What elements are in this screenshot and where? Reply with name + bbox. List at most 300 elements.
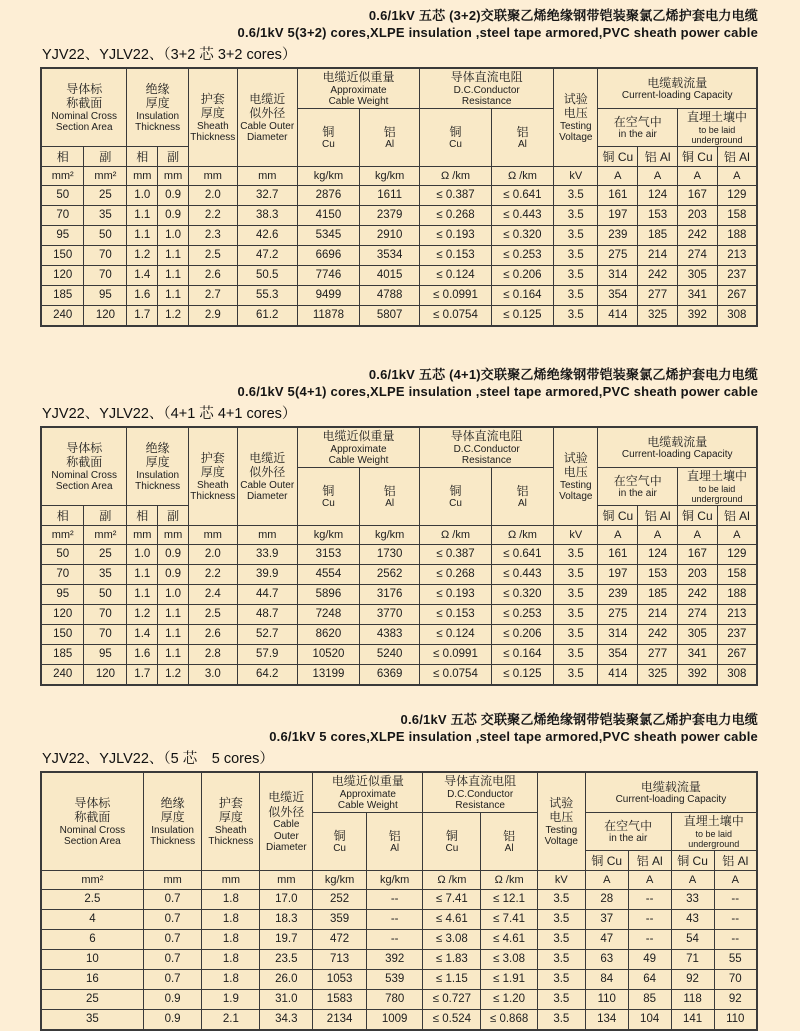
table-cell: 240: [41, 305, 84, 326]
table-cell: 239: [598, 584, 638, 604]
table-cell: 95: [41, 584, 84, 604]
table-cell: ≤ 0.443: [491, 564, 553, 584]
table-cell: 240: [41, 664, 84, 685]
subheader-resistance-al: 铝 Al: [491, 468, 553, 526]
table-cell: 3.0: [188, 664, 237, 685]
table-row: [41, 265, 757, 285]
unit-cell: mm: [260, 870, 313, 889]
table-cell: 314: [598, 265, 638, 285]
table-row: [41, 664, 757, 685]
table-cell: --: [628, 909, 671, 929]
table-cell: 3770: [360, 604, 420, 624]
table-cell: --: [366, 909, 423, 929]
table-cell: ≤ 0.387: [420, 185, 492, 205]
table-cell: 359: [313, 909, 367, 929]
table-cell: 1.1: [127, 564, 158, 584]
table-cell: 161: [598, 544, 638, 564]
subheader-capacity-cu: 铜 Cu: [671, 850, 714, 870]
table-cell: 63: [585, 949, 628, 969]
section-title-en: 0.6/1kV 5(4+1) cores,XLPE insulation ,steel tape armored,PVC sheath power cable: [237, 383, 758, 399]
table-cell: 3153: [297, 544, 359, 564]
table-cell: 7248: [297, 604, 359, 624]
col-header-nominal-section: 导体标称截面 Nominal Cross Section Area: [41, 772, 143, 870]
table-cell: 188: [717, 584, 757, 604]
table-cell: 71: [671, 949, 714, 969]
col-header-diameter: 电缆近似外径 Cable Outer Diameter: [260, 772, 313, 870]
section-title-zh: 0.6/1kV 五芯 交联聚乙烯绝缘钢带铠装聚氯乙烯护套电力电缆: [400, 711, 758, 727]
unit-cell: Ω /km: [481, 870, 538, 889]
table-cell: 267: [717, 285, 757, 305]
table-cell: 392: [366, 949, 423, 969]
table-cell: 539: [366, 969, 423, 989]
table-cell: 3.5: [554, 624, 598, 644]
table-cell: 10: [41, 949, 143, 969]
unit-cell: mm²: [41, 166, 84, 185]
table-cell: 354: [598, 644, 638, 664]
table-cell: 48.7: [237, 604, 297, 624]
table-cell: 3.5: [554, 285, 598, 305]
spec-table-4plus1: [40, 426, 758, 686]
subheader-capacity-al: 铝 Al: [638, 146, 678, 166]
table-cell: --: [628, 889, 671, 909]
unit-cell: mm²: [41, 525, 84, 544]
table-cell: 0.7: [143, 969, 202, 989]
table-cell: ≤ 0.253: [491, 604, 553, 624]
model-line: YJV22、YJLV22、（3+2 芯 3+2 cores）: [42, 46, 297, 63]
table-cell: 2.0: [188, 185, 237, 205]
table-cell: 275: [598, 604, 638, 624]
table-cell: 167: [677, 185, 717, 205]
unit-cell: Ω /km: [491, 525, 553, 544]
subheader-weight-al: 铝 Al: [360, 468, 420, 526]
table-cell: ≤ 0.193: [420, 584, 492, 604]
subheader-underground: 直埋土壤中 to be laid underground: [671, 813, 757, 851]
table-cell: 85: [628, 989, 671, 1009]
table-cell: 0.9: [143, 989, 202, 1009]
table-row: [41, 584, 757, 604]
table-cell: 124: [638, 544, 678, 564]
table-cell: 120: [41, 604, 84, 624]
table-cell: 64: [628, 969, 671, 989]
table-cell: 3.5: [537, 949, 585, 969]
table-cell: 42.6: [237, 225, 297, 245]
table-cell: 197: [598, 564, 638, 584]
table-cell: 3.5: [554, 265, 598, 285]
table-cell: 134: [585, 1009, 628, 1030]
table-cell: 2562: [360, 564, 420, 584]
table-cell: 150: [41, 245, 84, 265]
table-cell: 3.5: [537, 969, 585, 989]
model-line: YJV22、YJLV22、（5 芯 5 cores）: [42, 750, 274, 767]
table-cell: --: [714, 929, 757, 949]
table-cell: 1.8: [202, 949, 260, 969]
table-cell: 239: [598, 225, 638, 245]
table-cell: 35: [41, 1009, 143, 1030]
table-cell: ≤ 0.868: [481, 1009, 538, 1030]
table-cell: 2.0: [188, 544, 237, 564]
table-cell: ≤ 0.443: [491, 205, 553, 225]
table-cell: ≤ 0.153: [420, 604, 492, 624]
subheader-in-air: 在空气中 in the air: [585, 813, 671, 851]
col-header-voltage: 试验电压 Testing Voltage: [554, 68, 598, 166]
table-cell: 2.6: [188, 624, 237, 644]
table-cell: 4554: [297, 564, 359, 584]
table-cell: 1.1: [158, 285, 189, 305]
table-cell: 55: [714, 949, 757, 969]
table-cell: 4: [41, 909, 143, 929]
unit-cell: A: [598, 525, 638, 544]
table-cell: 1.4: [127, 265, 158, 285]
table-row: [41, 644, 757, 664]
table-cell: ≤ 1.83: [423, 949, 481, 969]
table-cell: 2910: [360, 225, 420, 245]
table-cell: 1.2: [158, 305, 189, 326]
table-cell: 0.7: [143, 889, 202, 909]
table-cell: 95: [41, 225, 84, 245]
table-cell: 120: [84, 664, 127, 685]
table-cell: 95: [84, 644, 127, 664]
table-cell: 392: [677, 305, 717, 326]
table-cell: 185: [638, 584, 678, 604]
table-cell: --: [628, 929, 671, 949]
table-cell: 120: [84, 305, 127, 326]
unit-cell: mm: [158, 166, 189, 185]
unit-cell: A: [717, 525, 757, 544]
table-cell: 1.1: [158, 265, 189, 285]
table-row: [41, 245, 757, 265]
table-cell: 39.9: [237, 564, 297, 584]
table-cell: 9499: [297, 285, 359, 305]
table-cell: 3.5: [537, 889, 585, 909]
table-cell: 57.9: [237, 644, 297, 664]
table-cell: 354: [598, 285, 638, 305]
table-cell: 2.5: [188, 245, 237, 265]
subheader-in-air: 在空气中 in the air: [598, 468, 677, 506]
table-cell: 110: [714, 1009, 757, 1030]
table-cell: 25: [84, 185, 127, 205]
unit-cell: A: [638, 525, 678, 544]
table-cell: 2.7: [188, 285, 237, 305]
table-row: [41, 889, 757, 909]
unit-cell: A: [677, 166, 717, 185]
subheader-weight-cu: 铜 Cu: [313, 813, 367, 871]
table-cell: 1583: [313, 989, 367, 1009]
table-cell: 70: [84, 604, 127, 624]
table-cell: 129: [717, 185, 757, 205]
table-cell: 2134: [313, 1009, 367, 1030]
col-header-resistance: 导体直流电阻 D.C.Conductor Resistance: [423, 772, 537, 813]
table-cell: 2.2: [188, 564, 237, 584]
table-cell: 2.3: [188, 225, 237, 245]
table-cell: 33.9: [237, 544, 297, 564]
table-cell: 237: [717, 624, 757, 644]
unit-cell: kg/km: [313, 870, 367, 889]
subheader-capacity-al: 铝 Al: [638, 505, 678, 525]
table-cell: 25: [84, 544, 127, 564]
table-cell: 3.5: [554, 564, 598, 584]
table-cell: ≤ 0.268: [420, 205, 492, 225]
table-cell: ≤ 0.727: [423, 989, 481, 1009]
table-cell: 2.8: [188, 644, 237, 664]
section-5cores: [40, 712, 758, 1031]
table-cell: ≤ 1.91: [481, 969, 538, 989]
unit-cell: kg/km: [360, 525, 420, 544]
table-cell: 13199: [297, 664, 359, 685]
table-cell: ≤ 1.15: [423, 969, 481, 989]
table-cell: 47: [585, 929, 628, 949]
table-cell: 1.6: [127, 285, 158, 305]
table-cell: 158: [717, 564, 757, 584]
subheader-capacity-al: 铝 Al: [714, 850, 757, 870]
unit-cell: mm²: [84, 166, 127, 185]
table-cell: 31.0: [260, 989, 313, 1009]
table-cell: 213: [717, 245, 757, 265]
table-cell: 3.5: [554, 245, 598, 265]
table-cell: 43: [671, 909, 714, 929]
table-cell: 64.2: [237, 664, 297, 685]
table-cell: ≤ 0.253: [491, 245, 553, 265]
col-header-sheath: 护套厚度 Sheath Thickness: [188, 427, 237, 525]
table-cell: 267: [717, 644, 757, 664]
table-cell: 197: [598, 205, 638, 225]
table-cell: 26.0: [260, 969, 313, 989]
table-cell: ≤ 0.387: [420, 544, 492, 564]
table-cell: ≤ 0.320: [491, 584, 553, 604]
table-cell: 1730: [360, 544, 420, 564]
table-cell: 188: [717, 225, 757, 245]
table-cell: 203: [677, 205, 717, 225]
table-cell: ≤ 3.08: [423, 929, 481, 949]
table-row: [41, 624, 757, 644]
table-cell: 0.9: [158, 185, 189, 205]
table-cell: 35: [84, 564, 127, 584]
table-cell: ≤ 4.61: [481, 929, 538, 949]
table-cell: 6696: [297, 245, 359, 265]
section-title-zh: 0.6/1kV 五芯 (4+1)交联聚乙烯绝缘钢带铠装聚氯乙烯护套电力电缆: [368, 366, 758, 382]
col-header-weight: 电缆近似重量 Approximate Cable Weight: [297, 427, 419, 468]
unit-cell: A: [714, 870, 757, 889]
table-cell: ≤ 0.0754: [420, 305, 492, 326]
table-cell: 3534: [360, 245, 420, 265]
table-cell: 3.5: [537, 989, 585, 1009]
table-cell: ≤ 0.268: [420, 564, 492, 584]
table-cell: 47.2: [237, 245, 297, 265]
table-cell: --: [714, 889, 757, 909]
unit-cell: A: [671, 870, 714, 889]
unit-cell: kV: [554, 525, 598, 544]
table-row: [41, 225, 757, 245]
table-cell: 713: [313, 949, 367, 969]
col-header-insulation: 绝缘厚度 Insulation Thickness: [127, 68, 189, 146]
unit-cell: kg/km: [297, 166, 359, 185]
table-cell: 161: [598, 185, 638, 205]
subheader-phase: 相: [41, 146, 84, 166]
subheader-weight-al: 铝 Al: [366, 813, 423, 871]
table-cell: 341: [677, 285, 717, 305]
table-cell: ≤ 0.206: [491, 624, 553, 644]
subheader-phase: 相: [41, 505, 84, 525]
table-cell: 1.8: [202, 889, 260, 909]
table-cell: 185: [41, 285, 84, 305]
unit-cell: A: [677, 525, 717, 544]
unit-cell: A: [638, 166, 678, 185]
unit-cell: Ω /km: [420, 525, 492, 544]
table-cell: 1.0: [127, 185, 158, 205]
col-header-weight: 电缆近似重量 Approximate Cable Weight: [313, 772, 423, 813]
subheader-capacity-cu: 铜 Cu: [585, 850, 628, 870]
table-cell: 104: [628, 1009, 671, 1030]
table-cell: 92: [714, 989, 757, 1009]
table-cell: 275: [598, 245, 638, 265]
table-cell: 1.9: [202, 989, 260, 1009]
table-cell: 4383: [360, 624, 420, 644]
unit-cell: A: [628, 870, 671, 889]
table-cell: 5345: [297, 225, 359, 245]
table-cell: 55.3: [237, 285, 297, 305]
table-cell: 1.4: [127, 624, 158, 644]
table-cell: 3.5: [554, 225, 598, 245]
table-cell: ≤ 1.20: [481, 989, 538, 1009]
table-cell: 1.7: [127, 664, 158, 685]
table-cell: 341: [677, 644, 717, 664]
table-cell: 50: [84, 584, 127, 604]
table-cell: 70: [84, 245, 127, 265]
table-cell: ≤ 0.524: [423, 1009, 481, 1030]
unit-cell: kV: [554, 166, 598, 185]
col-header-sheath: 护套厚度 Sheath Thickness: [202, 772, 260, 870]
table-cell: ≤ 0.641: [491, 185, 553, 205]
table-cell: 16: [41, 969, 143, 989]
subheader-weight-cu: 铜 Cu: [297, 468, 359, 526]
table-cell: 2876: [297, 185, 359, 205]
table-cell: 6: [41, 929, 143, 949]
table-cell: ≤ 12.1: [481, 889, 538, 909]
table-cell: 49: [628, 949, 671, 969]
table-cell: 203: [677, 564, 717, 584]
subheader-neutral: 副: [84, 505, 127, 525]
table-cell: 472: [313, 929, 367, 949]
table-cell: 214: [638, 604, 678, 624]
table-cell: 92: [671, 969, 714, 989]
table-cell: 3.5: [537, 1009, 585, 1030]
table-cell: 4788: [360, 285, 420, 305]
table-cell: 2.4: [188, 584, 237, 604]
table-cell: 1.1: [158, 245, 189, 265]
table-cell: 0.9: [143, 1009, 202, 1030]
table-cell: ≤ 7.41: [423, 889, 481, 909]
table-cell: 167: [677, 544, 717, 564]
col-header-sheath: 护套厚度 Sheath Thickness: [188, 68, 237, 166]
table-cell: ≤ 0.125: [491, 664, 553, 685]
table-cell: 1053: [313, 969, 367, 989]
subheader-resistance-cu: 铜 Cu: [420, 109, 492, 167]
unit-cell: mm: [127, 166, 158, 185]
unit-cell: mm²: [41, 870, 143, 889]
table-row: [41, 989, 757, 1009]
table-cell: 0.9: [158, 564, 189, 584]
table-cell: ≤ 0.153: [420, 245, 492, 265]
table-cell: ≤ 3.08: [481, 949, 538, 969]
unit-cell: A: [585, 870, 628, 889]
table-cell: 38.3: [237, 205, 297, 225]
unit-cell: kg/km: [366, 870, 423, 889]
table-cell: 1.2: [127, 604, 158, 624]
subheader-resistance-cu: 铜 Cu: [423, 813, 481, 871]
col-header-capacity: 电缆载流量 Current-loading Capacity: [598, 427, 757, 468]
table-cell: 274: [677, 604, 717, 624]
subheader-underground: 直埋土壤中 to be laid underground: [677, 468, 757, 506]
table-cell: 274: [677, 245, 717, 265]
table-cell: 1.7: [127, 305, 158, 326]
table-row: [41, 285, 757, 305]
table-row: [41, 969, 757, 989]
table-cell: ≤ 0.124: [420, 265, 492, 285]
table-cell: 3.5: [554, 644, 598, 664]
unit-cell: mm: [188, 525, 237, 544]
table-cell: 3.5: [554, 205, 598, 225]
table-cell: 70: [41, 205, 84, 225]
table-cell: 44.7: [237, 584, 297, 604]
unit-cell: A: [717, 166, 757, 185]
table-cell: 3.5: [554, 544, 598, 564]
table-cell: 2.2: [188, 205, 237, 225]
col-header-nominal-section: 导体标称截面 Nominal Cross Section Area: [41, 427, 127, 505]
section-4plus1: [40, 367, 758, 686]
col-header-insulation: 绝缘厚度 Insulation Thickness: [143, 772, 202, 870]
table-cell: 35: [84, 205, 127, 225]
table-cell: 242: [638, 265, 678, 285]
table-cell: 1.8: [202, 909, 260, 929]
table-row: [41, 205, 757, 225]
table-cell: 277: [638, 285, 678, 305]
unit-cell: kV: [537, 870, 585, 889]
col-header-capacity: 电缆载流量 Current-loading Capacity: [598, 68, 757, 109]
table-row: [41, 929, 757, 949]
table-cell: 0.9: [158, 205, 189, 225]
table-cell: 0.9: [158, 544, 189, 564]
table-cell: 1.1: [127, 205, 158, 225]
table-cell: 118: [671, 989, 714, 1009]
table-cell: 1.1: [127, 584, 158, 604]
table-cell: 3.5: [554, 185, 598, 205]
table-cell: 70: [714, 969, 757, 989]
table-row: [41, 305, 757, 326]
col-header-diameter: 电缆近似外径 Cable Outer Diameter: [237, 68, 297, 166]
table-cell: 252: [313, 889, 367, 909]
table-cell: 1.2: [127, 245, 158, 265]
table-cell: 242: [677, 225, 717, 245]
table-row: [41, 185, 757, 205]
table-cell: 314: [598, 624, 638, 644]
table-cell: 52.7: [237, 624, 297, 644]
table-cell: 153: [638, 205, 678, 225]
table-cell: --: [714, 909, 757, 929]
table-cell: 5896: [297, 584, 359, 604]
table-cell: 1.1: [158, 624, 189, 644]
table-cell: 141: [671, 1009, 714, 1030]
table-cell: 2379: [360, 205, 420, 225]
table-cell: 33: [671, 889, 714, 909]
table-cell: 1.0: [127, 544, 158, 564]
model-line: YJV22、YJLV22、（4+1 芯 4+1 cores）: [42, 405, 297, 422]
table-cell: 185: [638, 225, 678, 245]
subheader-capacity-al: 铝 Al: [717, 505, 757, 525]
table-cell: 1.1: [127, 225, 158, 245]
unit-cell: mm: [237, 166, 297, 185]
table-row: [41, 949, 757, 969]
table-cell: ≤ 0.125: [491, 305, 553, 326]
subheader-capacity-cu: 铜 Cu: [598, 146, 638, 166]
